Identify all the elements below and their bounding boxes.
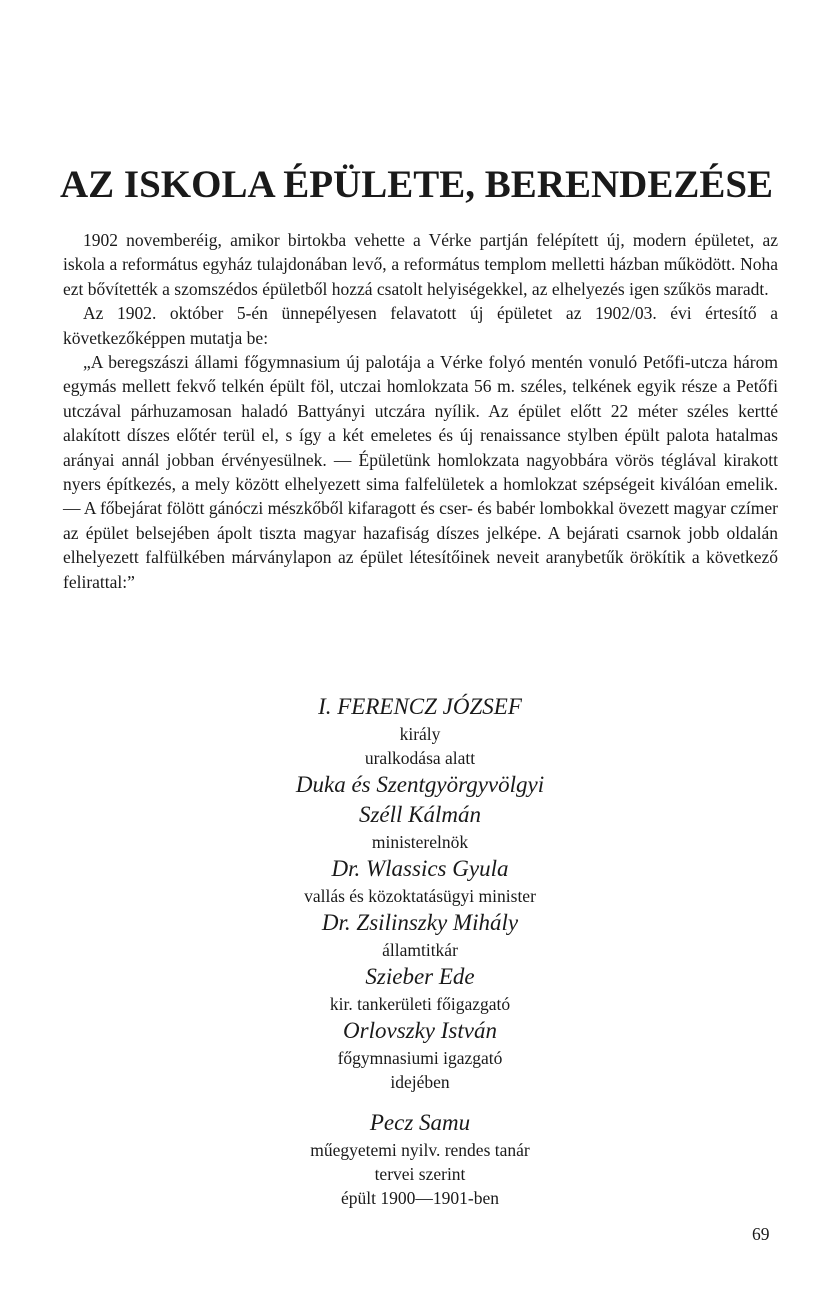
body-text: [63, 228, 778, 594]
inscription-role: államtitkár: [382, 940, 458, 960]
inscription-role: ministerelnök: [371, 832, 469, 852]
inscription-name: Szieber Ede: [365, 964, 475, 989]
paragraph-3-quote: „A beregszászi állami főgymnasium új palotája a Vérke folyó mentén vonuló Petőfi-utcza három egymás mellett fekvő telkén épült föl, utczai homlokzata 56 m. széles, telkének egyik része a Petőfi utczával párhuzamosan haladó Battyányi utczára nyílik. Az épület előtt 22 méter széles kertté alakított díszes előtér terül el, s így a két emeletes és új renaissance stylben épült palota hatalmas arányai annál jobban érvényesülnek. — Épületünk homlokzata nagyobbára vörös téglával kirakott nyers építkezés, a mely között elhelyezett sima falfelületek a homlokzat szépségeit kiválóan emelik. — A főbejárat fölött gánóczi mészkőből kifaragott és cser- és babér lombokkal övezett magyar czímer az épület belsejében ápolt tiszta magyar hazafiság díszes jelképe. A bejárati csarnok jobb oldalán elhelyezett falfülkében márványlapon az épület létesítőinek neveit aranybetűk örökítik a következő felirattal:”: [63, 352, 778, 592]
inscription-name: Pecz Samu: [369, 1110, 471, 1135]
inscription-name: Dr. Wlassics Gyula: [331, 856, 509, 881]
inscription-role: király: [399, 724, 441, 744]
inscription-gap: [230, 1094, 610, 1108]
inscription-role: tervei szerint: [374, 1164, 466, 1184]
paragraph-1: 1902 novemberéig, amikor birtokba vehette a Vérke partján felépített új, modern épületet, az iskola a református egyház tulajdonában levő, a református templom melletti házban működött. Noha ezt bővítették a szomszédos épületből hozzá csatolt helyiségekkel, az elhelyezés igen szűkös maradt.: [63, 230, 778, 299]
inscription-role: kir. tankerületi főigazgató: [329, 994, 511, 1014]
page-number: 69: [752, 1224, 770, 1244]
inscription-name: Dr. Zsilinszky Mihály: [321, 910, 519, 935]
inscription-role: uralkodása alatt: [364, 748, 476, 768]
inscription-name: I. FERENCZ JÓZSEF: [318, 694, 522, 719]
paragraph-2: Az 1902. október 5-én ünnepélyesen felavatott új épületet az 1902/03. évi értesítő a következőképpen mutatja be:: [63, 303, 778, 348]
inscription-role: műegyetemi nyilv. rendes tanár: [310, 1140, 530, 1160]
inscription-role: vallás és közoktatásügyi minister: [304, 886, 536, 906]
inscription-name: Duka és Szentgyörgyvölgyi: [295, 772, 545, 797]
inscription-role: idejében: [390, 1072, 450, 1092]
inscription-block: [230, 692, 610, 1210]
page-title: AZ ISKOLA ÉPÜLETE, BERENDEZÉSE: [60, 163, 774, 206]
inscription-role: főgymnasiumi igazgató: [337, 1048, 503, 1068]
inscription-name: Széll Kálmán: [358, 802, 482, 827]
inscription-role: épült 1900—1901-ben: [341, 1188, 499, 1208]
inscription-name: Orlovszky István: [343, 1018, 497, 1043]
